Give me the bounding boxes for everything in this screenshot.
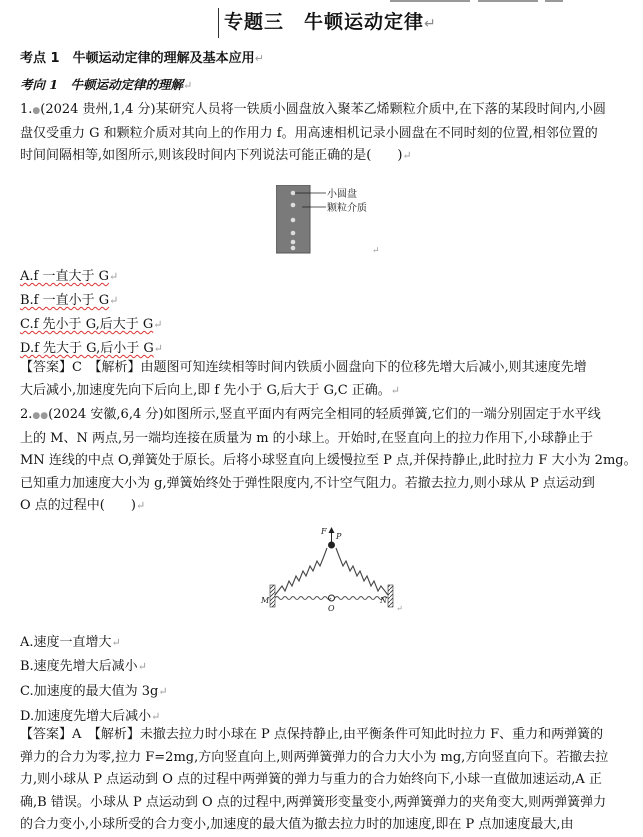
label-o: O [328, 604, 335, 613]
q2-answer: 【答案】A 【解析】未撤去拉力时小球在 P 点保持静止,由平衡条件可知此时拉力 F、重力和两弹簧的 弹力的合力为零,拉力 F=2mg,方向竖直向上,则两弹簧弹力的合力大小为 mg,方向竖直向下。若撤去拉 力,则小球从 P 点运动到 O 点的过程中两弹簧的弹力与重力的合力始终向下,小球一直做加速运动,A 正 确,B 错误。小球从 P 点运动到 O 点的过程中,两弹簧形变量变小,两弹簧弹力的夹角变大,则两弹簧弹力 的合力变小,小球所受的合力变小,加速度的最大值为撤去拉力时的加速度,即在 P 点加速度最大,由 [20, 727, 609, 832]
q2-option-a: A.速度一直增大↵ [20, 635, 121, 650]
label-m: M [261, 596, 270, 605]
q1-option-d: D.f 先大于 G,后小于 G↵ [20, 341, 163, 356]
q1-option-b: B.f 一直小于 G↵ [20, 293, 119, 308]
label-f: F [321, 527, 327, 536]
spring-right [336, 548, 388, 595]
disk-position [291, 240, 296, 245]
star-icon: ●● [32, 411, 49, 421]
label-disk: 小圆盘 [327, 189, 357, 200]
q2-figure [258, 525, 408, 615]
q1-text: 1.●(2024 贵州,1,4 分)某研究人员将一铁质小圆盘放入聚苯乙烯颗粒介质中,在下落的某段时间内,小圆 盘仅受重力 G 和颗粒介质对其向上的作用力 f。用高速相机记录小圆盘在不同时刻的位置,相邻位置的 时间间隔相等,如图所示,则该段时间内下列说法可能正确的是( )↵ [20, 102, 606, 163]
ball-o [329, 595, 335, 601]
q2-option-d: D.加速度先增大后减小↵ [20, 709, 161, 724]
disk-position [291, 246, 296, 251]
q1-figure [276, 185, 396, 255]
label-medium: 颗粒介质 [327, 203, 367, 214]
disk-position [291, 231, 296, 236]
q1-answer: 【答案】C 【解析】由题图可知连续相等时间内铁质小圆盘向下的位移先增大后减小,则其速度先增 大后减小,加速度先向下后向上,即 f 先小于 G,后大于 G,C 正确。↵ [20, 360, 587, 398]
spring-left [275, 548, 327, 595]
kaodian-heading: 考点 1 牛顿运动定律的理解及基本应用↵ [20, 51, 264, 66]
q2-text: 2.●●(2024 安徽,6,4 分)如图所示,竖直平面内有两完全相同的轻质弹簧,它们的一端分别固定于水平线 上的 M、N 两点,另一端均连接在质量为 m 的小球上。开始时,在竖直向上的拉力作用下,小球静止于 MN 连线的中点 O,弹簧处于原长。后将小球竖直向上缓慢拉至 P 点,并保持静止,此时拉力 F 大小为 2mg。 已知重力加速度大小为 g,弹簧始终处于弹性限度内,不计空气阻力。若撤去拉力,则小球从 P 点运动到 O 点的过程中( )↵ [20, 407, 637, 513]
spring-horizontal-left [275, 597, 331, 600]
disk-position [291, 203, 296, 208]
svg-text:↵: ↵ [396, 604, 403, 613]
q2-option-c: C.加速度的最大值为 3g↵ [20, 684, 168, 699]
svg-text:↵: ↵ [372, 246, 380, 255]
label-p: P [336, 532, 342, 541]
ball-p [328, 542, 335, 549]
star-icon: ● [32, 106, 41, 116]
disk-position [291, 218, 296, 223]
kaoxiang-heading: 考向 1 牛顿运动定律的理解↵ [20, 77, 193, 92]
header-rule [0, 0, 643, 4]
q1-option-a: A.f 一直大于 G↵ [20, 269, 119, 284]
page-title: 专题三 牛顿运动定律↵ [218, 8, 437, 38]
q1-option-c: C.f 先小于 G,后大于 G↵ [20, 317, 163, 332]
disk-position [291, 191, 296, 196]
label-n: N [380, 596, 387, 605]
q2-option-b: B.速度先增大后减小↵ [20, 659, 147, 674]
